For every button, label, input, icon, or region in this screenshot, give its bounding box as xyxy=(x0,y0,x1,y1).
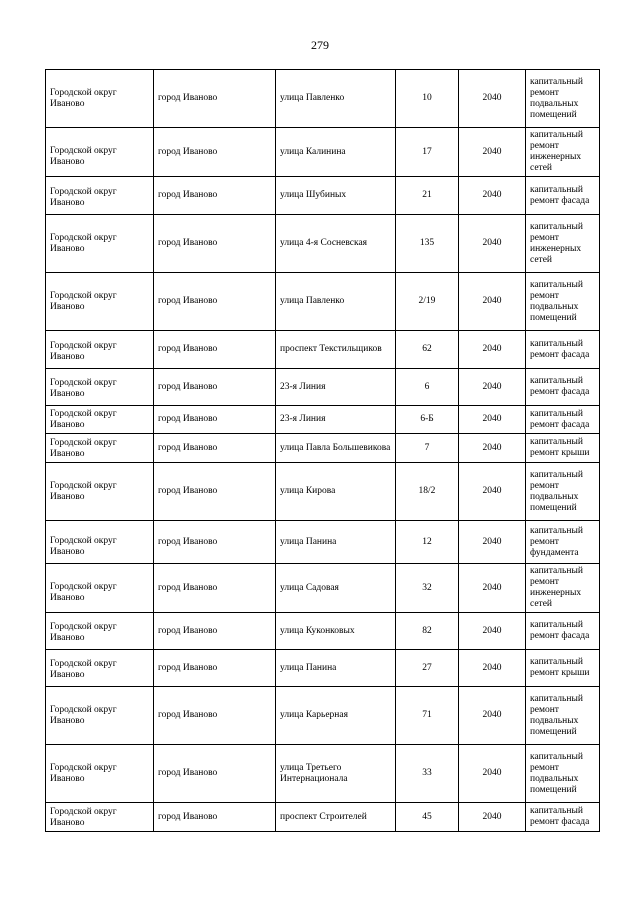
work-type-cell: капитальный ремонт подвальных помещений xyxy=(526,273,600,331)
year-cell: 2040 xyxy=(459,273,526,331)
house-number-cell: 62 xyxy=(396,331,459,369)
municipality-cell: Городской округ Иваново xyxy=(46,406,154,434)
locality-cell: город Иваново xyxy=(154,613,276,650)
year-cell: 2040 xyxy=(459,331,526,369)
street-cell: проспект Строителей xyxy=(276,803,396,832)
house-number-cell: 7 xyxy=(396,434,459,463)
street-cell: 23-я Линия xyxy=(276,406,396,434)
municipality-cell: Городской округ Иваново xyxy=(46,331,154,369)
locality-cell: город Иваново xyxy=(154,215,276,273)
street-cell: улица Павленко xyxy=(276,70,396,128)
table-row xyxy=(46,803,600,832)
locality-cell: город Иваново xyxy=(154,128,276,177)
table-row xyxy=(46,128,600,177)
work-type-cell: капитальный ремонт фасада xyxy=(526,177,600,215)
table-row xyxy=(46,463,600,521)
municipality-cell: Городской округ Иваново xyxy=(46,803,154,832)
street-cell: улица Карьерная xyxy=(276,687,396,745)
municipality-cell: Городской округ Иваново xyxy=(46,70,154,128)
year-cell: 2040 xyxy=(459,369,526,406)
house-number-cell: 18/2 xyxy=(396,463,459,521)
table-row xyxy=(46,215,600,273)
house-number-cell: 21 xyxy=(396,177,459,215)
street-cell: 23-я Линия xyxy=(276,369,396,406)
street-cell: улица Кирова xyxy=(276,463,396,521)
year-cell: 2040 xyxy=(459,177,526,215)
year-cell: 2040 xyxy=(459,434,526,463)
house-number-cell: 6 xyxy=(396,369,459,406)
year-cell: 2040 xyxy=(459,803,526,832)
street-cell: улица Калинина xyxy=(276,128,396,177)
locality-cell: город Иваново xyxy=(154,369,276,406)
house-number-cell: 12 xyxy=(396,521,459,564)
municipality-cell: Городской округ Иваново xyxy=(46,613,154,650)
house-number-cell: 17 xyxy=(396,128,459,177)
municipality-cell: Городской округ Иваново xyxy=(46,273,154,331)
year-cell: 2040 xyxy=(459,70,526,128)
municipality-cell: Городской округ Иваново xyxy=(46,521,154,564)
table-row xyxy=(46,369,600,406)
municipality-cell: Городской округ Иваново xyxy=(46,369,154,406)
municipality-cell: Городской округ Иваново xyxy=(46,215,154,273)
locality-cell: город Иваново xyxy=(154,406,276,434)
locality-cell: город Иваново xyxy=(154,273,276,331)
street-cell: улица Куконковых xyxy=(276,613,396,650)
street-cell: улица Садовая xyxy=(276,564,396,613)
municipality-cell: Городской округ Иваново xyxy=(46,564,154,613)
house-number-cell: 2/19 xyxy=(396,273,459,331)
street-cell: улица Павленко xyxy=(276,273,396,331)
table-row xyxy=(46,70,600,128)
year-cell: 2040 xyxy=(459,128,526,177)
house-number-cell: 32 xyxy=(396,564,459,613)
house-number-cell: 135 xyxy=(396,215,459,273)
work-type-cell: капитальный ремонт фасада xyxy=(526,369,600,406)
house-number-cell: 33 xyxy=(396,745,459,803)
table-row xyxy=(46,650,600,687)
work-type-cell: капитальный ремонт инженерных сетей xyxy=(526,564,600,613)
table-row xyxy=(46,434,600,463)
locality-cell: город Иваново xyxy=(154,650,276,687)
house-number-cell: 71 xyxy=(396,687,459,745)
municipality-cell: Городской округ Иваново xyxy=(46,177,154,215)
locality-cell: город Иваново xyxy=(154,463,276,521)
table-row xyxy=(46,406,600,434)
year-cell: 2040 xyxy=(459,613,526,650)
house-number-cell: 10 xyxy=(396,70,459,128)
locality-cell: город Иваново xyxy=(154,70,276,128)
work-type-cell: капитальный ремонт подвальных помещений xyxy=(526,463,600,521)
municipality-cell: Городской округ Иваново xyxy=(46,463,154,521)
table-row xyxy=(46,687,600,745)
page-number: 279 xyxy=(311,38,329,52)
locality-cell: город Иваново xyxy=(154,331,276,369)
locality-cell: город Иваново xyxy=(154,803,276,832)
year-cell: 2040 xyxy=(459,215,526,273)
work-type-cell: капитальный ремонт подвальных помещений xyxy=(526,745,600,803)
work-type-cell: капитальный ремонт фундамента xyxy=(526,521,600,564)
street-cell: улица Шубиных xyxy=(276,177,396,215)
year-cell: 2040 xyxy=(459,564,526,613)
table-row xyxy=(46,273,600,331)
street-cell: улица Панина xyxy=(276,521,396,564)
work-type-cell: капитальный ремонт фасада xyxy=(526,803,600,832)
locality-cell: город Иваново xyxy=(154,687,276,745)
locality-cell: город Иваново xyxy=(154,177,276,215)
work-type-cell: капитальный ремонт фасада xyxy=(526,613,600,650)
locality-cell: город Иваново xyxy=(154,521,276,564)
work-type-cell: капитальный ремонт крыши xyxy=(526,650,600,687)
municipality-cell: Городской округ Иваново xyxy=(46,650,154,687)
street-cell: улица Панина xyxy=(276,650,396,687)
municipality-cell: Городской округ Иваново xyxy=(46,128,154,177)
house-number-cell: 27 xyxy=(396,650,459,687)
house-number-cell: 45 xyxy=(396,803,459,832)
table-row xyxy=(46,521,600,564)
street-cell: улица Третьего Интернационала xyxy=(276,745,396,803)
work-type-cell: капитальный ремонт подвальных помещений xyxy=(526,687,600,745)
table-row xyxy=(46,331,600,369)
work-type-cell: капитальный ремонт фасада xyxy=(526,406,600,434)
locality-cell: город Иваново xyxy=(154,564,276,613)
work-type-cell: капитальный ремонт подвальных помещений xyxy=(526,70,600,128)
work-type-cell: капитальный ремонт инженерных сетей xyxy=(526,215,600,273)
house-number-cell: 6-Б xyxy=(396,406,459,434)
table-row xyxy=(46,564,600,613)
locality-cell: город Иваново xyxy=(154,434,276,463)
year-cell: 2040 xyxy=(459,521,526,564)
municipality-cell: Городской округ Иваново xyxy=(46,745,154,803)
table-row xyxy=(46,745,600,803)
work-type-cell: капитальный ремонт инженерных сетей xyxy=(526,128,600,177)
work-type-cell: капитальный ремонт фасада xyxy=(526,331,600,369)
street-cell: проспект Текстильщиков xyxy=(276,331,396,369)
work-type-cell: капитальный ремонт крыши xyxy=(526,434,600,463)
municipality-cell: Городской округ Иваново xyxy=(46,434,154,463)
municipality-cell: Городской округ Иваново xyxy=(46,687,154,745)
year-cell: 2040 xyxy=(459,687,526,745)
repair-schedule-table xyxy=(45,69,600,832)
year-cell: 2040 xyxy=(459,745,526,803)
street-cell: улица 4-я Сосневская xyxy=(276,215,396,273)
year-cell: 2040 xyxy=(459,650,526,687)
street-cell: улица Павла Большевикова xyxy=(276,434,396,463)
house-number-cell: 82 xyxy=(396,613,459,650)
locality-cell: город Иваново xyxy=(154,745,276,803)
year-cell: 2040 xyxy=(459,406,526,434)
year-cell: 2040 xyxy=(459,463,526,521)
table-row xyxy=(46,613,600,650)
table-row xyxy=(46,177,600,215)
